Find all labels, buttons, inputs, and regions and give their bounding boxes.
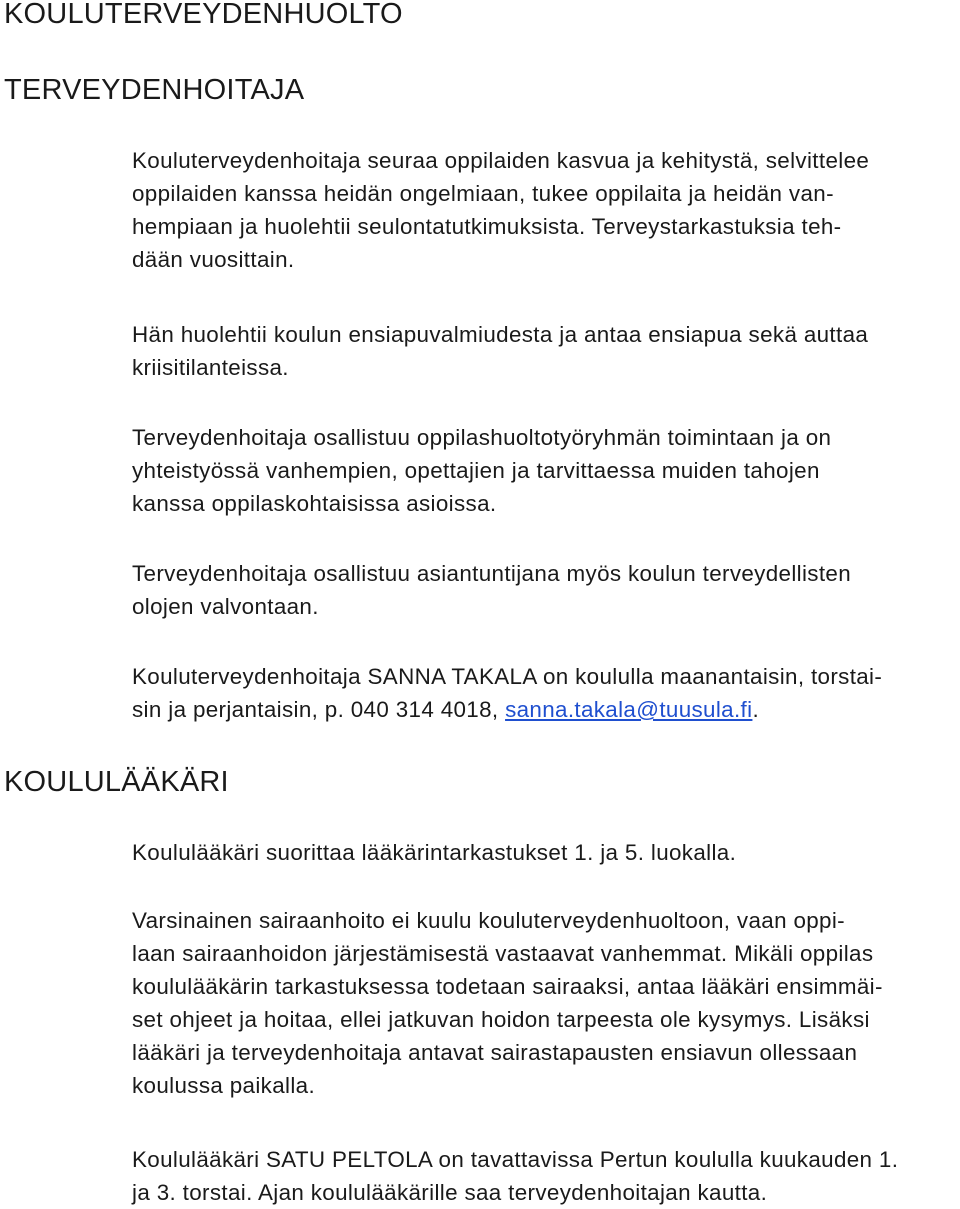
paragraph-line: Kouluterveydenhoitaja seuraa oppilaiden kasvua ja kehitystä, selvittelee: [132, 148, 870, 173]
paragraph-line: Koululääkäri SATU PELTOLA on tavattavissa Pertun koululla kuukauden 1.: [132, 1147, 899, 1172]
email-link[interactable]: sanna.takala@tuusula.fi: [505, 697, 753, 722]
paragraph-line: Varsinainen sairaanhoito ei kuulu kouluterveydenhuoltoon, vaan oppi-: [132, 908, 845, 933]
paragraph-line: oppilaiden kanssa heidän ongelmiaan, tukee oppilaita ja heidän van-: [132, 181, 834, 206]
paragraph-line: kriisitilanteissa.: [132, 355, 289, 380]
section-heading-terveydenhoitaja: TERVEYDENHOITAJA: [4, 74, 305, 106]
paragraph-line: Terveydenhoitaja osallistuu asiantuntijana myös koulun terveydellisten: [132, 561, 852, 586]
paragraph: [132, 836, 956, 869]
paragraph-line: [132, 693, 956, 726]
paragraph-line: Koululääkäri suorittaa lääkärintarkastukset 1. ja 5. luokalla.: [132, 840, 737, 865]
paragraph-line: lääkäri ja terveydenhoitaja antavat sairastapausten ensiavun ollessaan: [132, 1040, 858, 1065]
paragraph-line: hempiaan ja huolehtii seulontatutkimuksista. Terveystarkastuksia teh-: [132, 214, 842, 239]
paragraph: [132, 904, 956, 1102]
paragraph: [132, 144, 956, 276]
paragraph-line: kanssa oppilaskohtaisissa asioissa.: [132, 491, 497, 516]
paragraph-line: dään vuosittain.: [132, 247, 295, 272]
section-heading-koululaakari: KOULULÄÄKÄRI: [4, 766, 229, 798]
paragraph-line: laan sairaanhoidon järjestämisestä vastaavat vanhemmat. Mikäli oppilas: [132, 941, 874, 966]
paragraph-line: olojen valvontaan.: [132, 594, 319, 619]
paragraph-line: Kouluterveydenhoitaja SANNA TAKALA on koululla maanantaisin, torstai-: [132, 664, 883, 689]
paragraph-line: koululääkärin tarkastuksessa todetaan sairaaksi, antaa lääkäri ensimmäi-: [132, 974, 883, 999]
contact-paragraph-terveydenhoitaja: [132, 660, 956, 726]
paragraph: [132, 557, 956, 623]
paragraph-line: Terveydenhoitaja osallistuu oppilashuoltotyöryhmän toimintaan ja on: [132, 425, 832, 450]
paragraph-line: Hän huolehtii koulun ensiapuvalmiudesta ja antaa ensiapua sekä auttaa: [132, 322, 869, 347]
paragraph: [132, 421, 956, 520]
paragraph-line: koulussa paikalla.: [132, 1073, 316, 1098]
contact-text: sin ja perjantaisin, p. 040 314 4018,: [132, 697, 506, 722]
contact-text: .: [752, 697, 760, 722]
paragraph-line: yhteistyössä vanhempien, opettajien ja tarvittaessa muiden tahojen: [132, 458, 820, 483]
paragraph-line: ja 3. torstai. Ajan koululääkärille saa terveydenhoitajan kautta.: [132, 1180, 768, 1205]
contact-paragraph-koululaakari: [132, 1143, 956, 1209]
paragraph: [132, 318, 956, 384]
paragraph-line: set ohjeet ja hoitaa, ellei jatkuvan hoidon tarpeesta ole kysymys. Lisäksi: [132, 1007, 870, 1032]
document-title: KOULUTERVEYDENHUOLTO: [4, 0, 403, 30]
